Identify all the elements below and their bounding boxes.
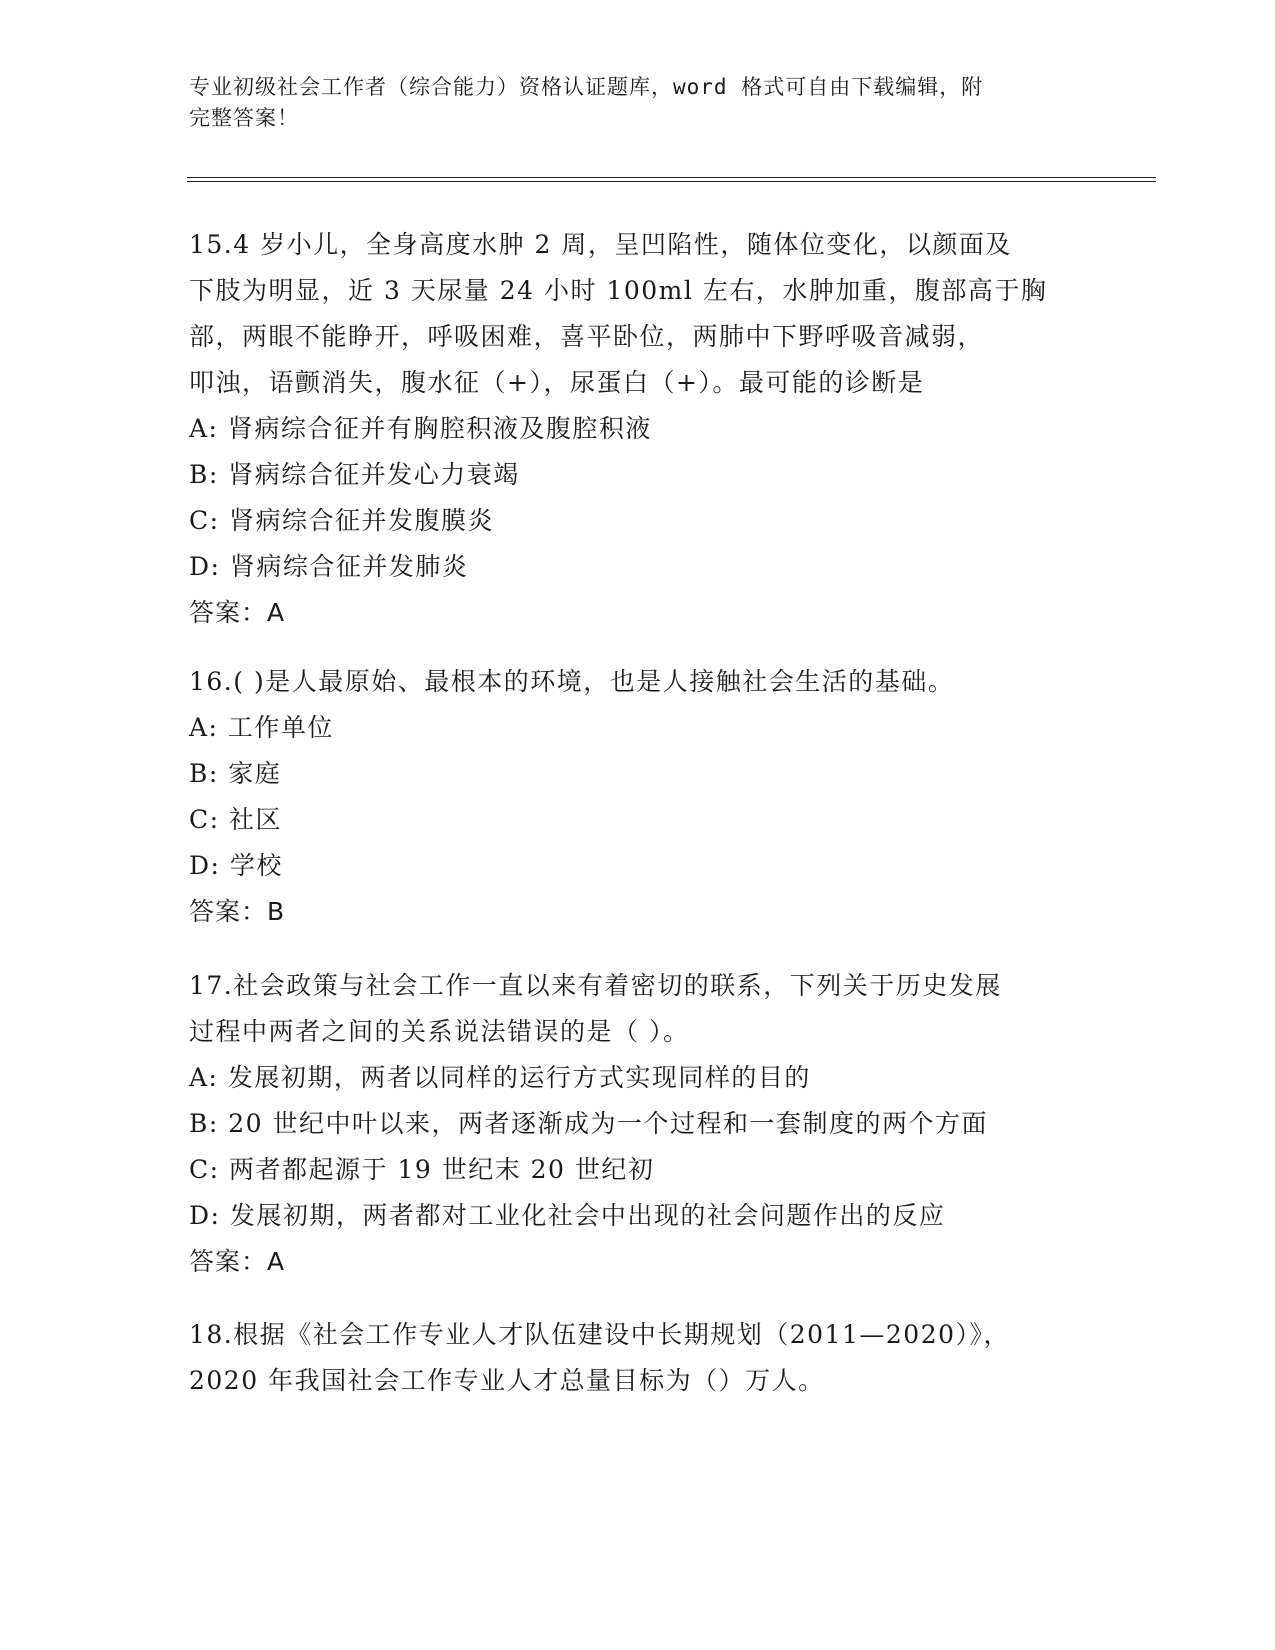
question-stem-line: 2020 年我国社会工作专业人才总量目标为（）万人。: [189, 1366, 825, 1395]
question-stem-line: 部，两眼不能睁开，呼吸困难，喜平卧位，两肺中下野呼吸音减弱，: [189, 322, 985, 351]
option-d: D: 学校: [189, 851, 283, 880]
question-17: [189, 963, 1089, 1285]
header-line: 完整答案！: [189, 106, 299, 130]
option-d: D: 发展初期，两者都对工业化社会中出现的社会问题作出的反应: [189, 1201, 946, 1230]
question-stem-line: 叩浊，语颤消失，腹水征（+），尿蛋白（+）。最可能的诊断是: [189, 368, 925, 397]
option-a: A: 肾病综合征并有胸腔积液及腹腔积液: [189, 414, 652, 443]
question-15: [189, 222, 1089, 636]
question-16: [189, 659, 1089, 935]
question-stem-line: 17.社会政策与社会工作一直以来有着密切的联系，下列关于历史发展: [189, 971, 1002, 1000]
option-c: C: 两者都起源于 19 世纪末 20 世纪初: [189, 1155, 655, 1184]
document-header: [189, 72, 1089, 134]
option-a: A: 工作单位: [189, 713, 334, 742]
option-b: B: 家庭: [189, 759, 282, 788]
option-d: D: 肾病综合征并发肺炎: [189, 552, 469, 581]
option-b: B: 20 世纪中叶以来，两者逐渐成为一个过程和一套制度的两个方面: [189, 1109, 989, 1138]
question-stem-line: 16.( )是人最原始、最根本的环境，也是人接触社会生活的基础。: [189, 667, 955, 696]
header-divider: [187, 177, 1156, 182]
answer-line: 答案：A: [189, 1247, 286, 1276]
option-c: C: 社区: [189, 805, 282, 834]
answer-line: 答案：B: [189, 897, 286, 926]
question-stem-line: 15.4 岁小儿，全身高度水肿 2 周，呈凹陷性，随体位变化，以颜面及: [189, 230, 1012, 259]
answer-line: 答案：A: [189, 598, 286, 627]
option-b: B: 肾病综合征并发心力衰竭: [189, 460, 520, 489]
option-a: A: 发展初期，两者以同样的运行方式实现同样的目的: [189, 1063, 811, 1092]
question-stem-line: 下肢为明显，近 3 天尿量 24 小时 100ml 左右，水肿加重，腹部高于胸: [189, 276, 1048, 305]
header-line: 专业初级社会工作者（综合能力）资格认证题库，word 格式可自由下载编辑，附: [189, 75, 984, 99]
question-18: [189, 1312, 1089, 1404]
question-stem-line: 18.根据《社会工作专业人才队伍建设中长期规划（2011—2020）》，: [189, 1320, 1011, 1349]
option-c: C: 肾病综合征并发腹膜炎: [189, 506, 494, 535]
question-stem-line: 过程中两者之间的关系说法错误的是（ ）。: [189, 1017, 690, 1046]
